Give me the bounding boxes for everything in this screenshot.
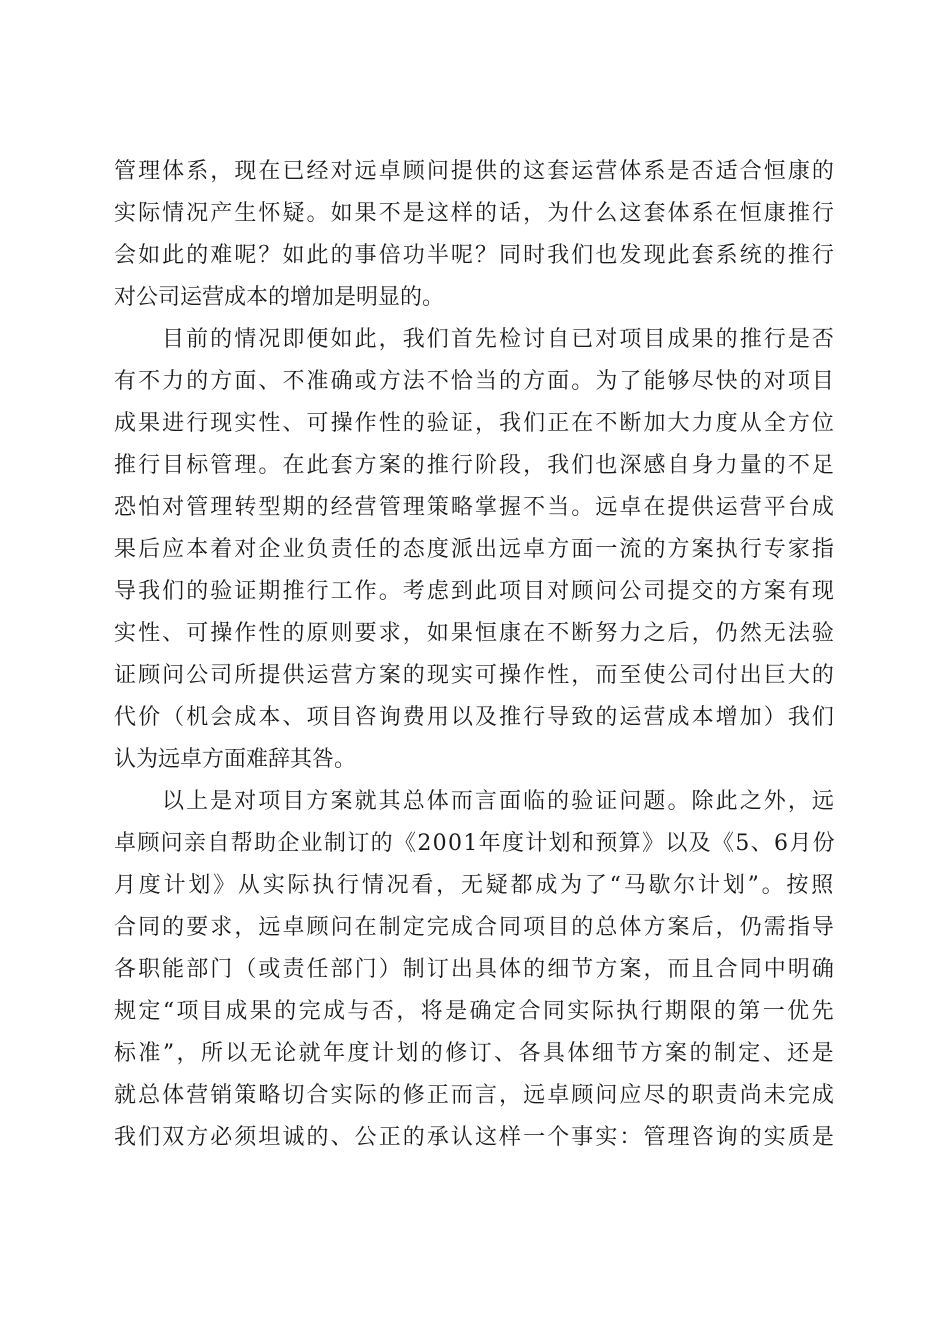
text-line: 月度计划》从实际执行情况看，无疑都成为了“马歇尔计划”。按照 [114, 873, 836, 898]
text-line: 实际情况产生怀疑。如果不是这样的话，为什么这套体系在恒康推行 [114, 201, 836, 226]
text-line: 果后应本着对企业负责任的态度派出远卓方面一流的方案执行专家指 [114, 537, 836, 562]
text-line: 实性、可操作性的原则要求，如果恒康在不断努力之后，仍然无法验 [114, 621, 836, 646]
text-line: 规定“项目成果的完成与否，将是确定合同实际执行期限的第一优先 [114, 999, 836, 1024]
text-line: 恐怕对管理转型期的经营管理策略掌握不当。远卓在提供运营平台成 [114, 495, 836, 520]
text-line: 有不力的方面、不准确或方法不恰当的方面。为了能够尽快的对项目 [114, 369, 836, 394]
text-line: 推行目标管理。在此套方案的推行阶段，我们也深感自身力量的不足 [114, 453, 836, 478]
text-line: 卓顾问亲自帮助企业制订的《2001年度计划和预算》以及《5、6月份 [114, 831, 836, 856]
text-line: 标准”，所以无论就年度计划的修订、各具体细节方案的制定、还是 [114, 1041, 836, 1066]
text-line: 各职能部门（或责任部门）制订出具体的细节方案，而且合同中明确 [114, 957, 836, 982]
text-line: 管理体系，现在已经对远卓顾问提供的这套运营体系是否适合恒康的 [114, 159, 836, 184]
text-line: 导我们的验证期推行工作。考虑到此项目对顾问公司提交的方案有现 [114, 579, 836, 604]
text-line: 成果进行现实性、可操作性的验证，我们正在不断加大力度从全方位 [114, 411, 836, 436]
text-line: 认为远卓方面难辞其咎。 [114, 747, 357, 772]
text-line: 就总体营销策略切合实际的修正而言，远卓顾问应尽的职责尚未完成 [114, 1083, 836, 1108]
text-line: 证顾问公司所提供运营方案的现实可操作性，而至使公司付出巨大的 [114, 663, 836, 688]
text-line: 代价（机会成本、项目咨询费用以及推行导致的运营成本增加）我们 [114, 705, 836, 730]
text-line: 合同的要求，远卓顾问在制定完成合同项目的总体方案后，仍需指导 [114, 915, 836, 940]
text-line: 会如此的难呢？如此的事倍功半呢？同时我们也发现此套系统的推行 [114, 243, 836, 268]
text-line: 以上是对项目方案就其总体而言面临的验证问题。除此之外，远 [162, 789, 836, 814]
text-line: 目前的情况即便如此，我们首先检讨自已对项目成果的推行是否 [162, 327, 836, 352]
text-line: 我们双方必须坦诚的、公正的承认这样一个事实：管理咨询的实质是 [114, 1125, 836, 1150]
text-line: 对公司运营成本的增加是明显的。 [114, 285, 445, 310]
